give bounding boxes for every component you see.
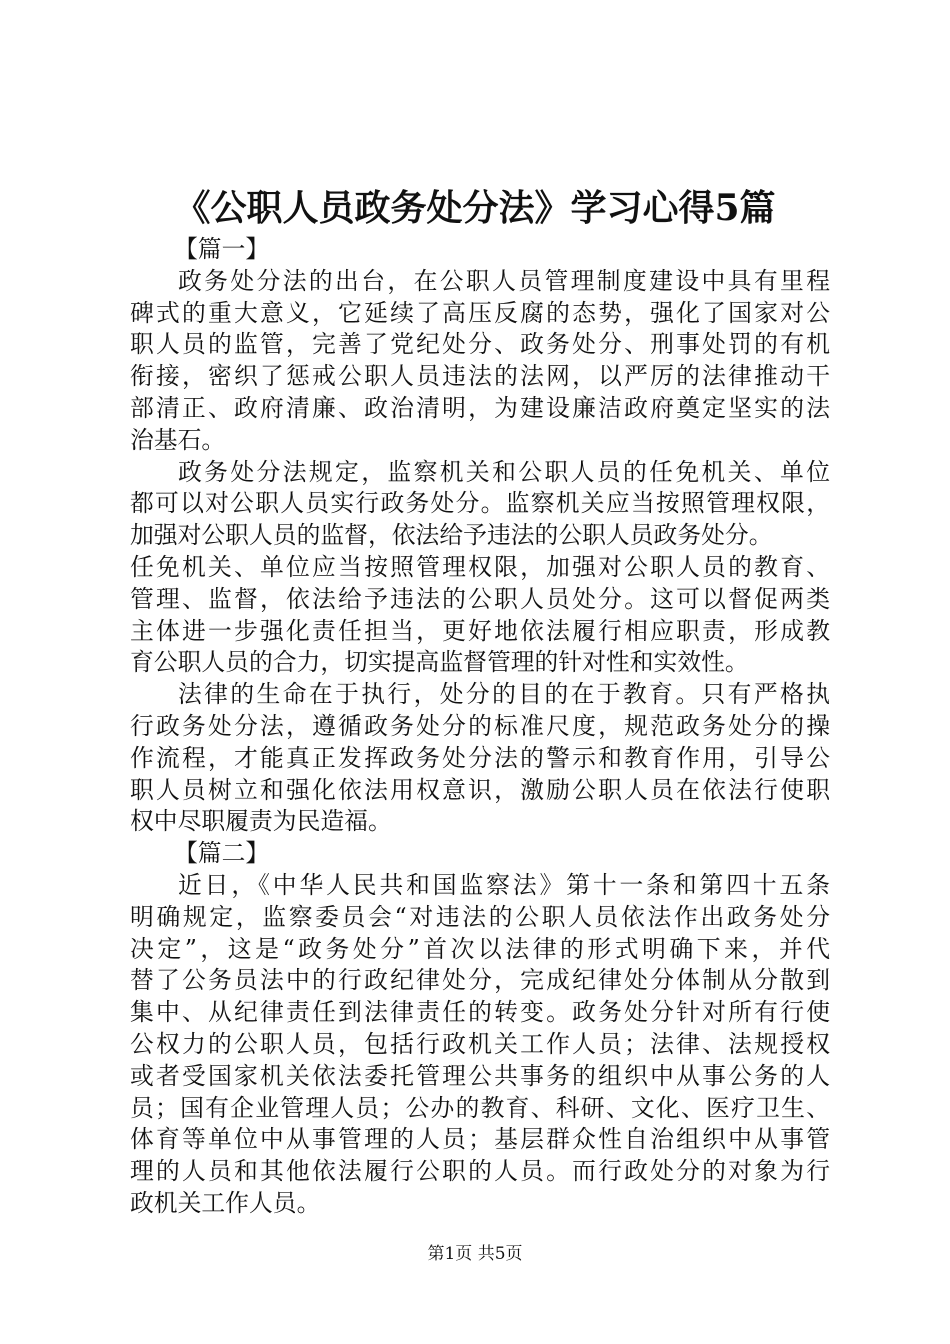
text-line: 政务处分法规定，监察机关和公职人员的任免机关、单位 bbox=[178, 457, 830, 486]
text-line: 任免机关、单位应当按照管理权限，加强对公职人员的教育、 bbox=[130, 552, 830, 581]
text-line: 明确规定，监察委员会“对违法的公职人员依法作出政务处分 bbox=[130, 902, 830, 931]
text-line: 职人员树立和强化依法用权意识，激励公职人员在依法行使职 bbox=[130, 775, 830, 804]
text-line: 理的人员和其他依法履行公职的人员。而行政处分的对象为行 bbox=[130, 1157, 830, 1186]
text-line: 碑式的重大意义，它延续了高压反腐的态势，强化了国家对公 bbox=[130, 298, 830, 327]
text-line: 衔接，密织了惩戒公职人员违法的法网，以严厉的法律推动干 bbox=[130, 362, 830, 391]
text-line: 政机关工作人员。 bbox=[130, 1188, 321, 1217]
text-line: 法律的生命在于执行，处分的目的在于教育。只有严格执 bbox=[178, 680, 830, 709]
text-line: 主体进一步强化责任担当，更好地依法履行相应职责，形成教 bbox=[130, 616, 830, 645]
text-line: 都可以对公职人员实行政务处分。监察机关应当按照管理权限， bbox=[130, 489, 830, 518]
section-heading: 【篇二】 bbox=[174, 839, 270, 868]
document-title: 《公职人员政务处分法》学习心得5篇 bbox=[174, 187, 776, 229]
text-line: 决定”，这是“政务处分”首次以法律的形式明确下来，并代 bbox=[130, 934, 830, 963]
text-line: 近日，《中华人民共和国监察法》第十一条和第四十五条 bbox=[178, 870, 830, 899]
text-line: 育公职人员的合力，切实提高监督管理的针对性和实效性。 bbox=[130, 648, 749, 677]
text-line: 或者受国家机关依法委托管理公共事务的组织中从事公务的人 bbox=[130, 1061, 830, 1090]
text-line: 集中、从纪律责任到法律责任的转变。政务处分针对所有行使 bbox=[130, 998, 830, 1027]
text-line: 权中尽职履责为民造福。 bbox=[130, 807, 392, 836]
text-line: 政务处分法的出台，在公职人员管理制度建设中具有里程 bbox=[178, 266, 830, 295]
text-line: 员；国有企业管理人员；公办的教育、科研、文化、医疗卫生、 bbox=[130, 1093, 830, 1122]
text-line: 替了公务员法中的行政纪律处分，完成纪律处分体制从分散到 bbox=[130, 966, 830, 995]
text-line: 管理、监督，依法给予违法的公职人员处分。这可以督促两类 bbox=[130, 584, 830, 613]
text-line: 作流程，才能真正发挥政务处分法的警示和教育作用，引导公 bbox=[130, 743, 830, 772]
text-line: 行政务处分法，遵循政务处分的标准尺度，规范政务处分的操 bbox=[130, 711, 830, 740]
text-line: 体育等单位中从事管理的人员；基层群众性自治组织中从事管 bbox=[130, 1125, 830, 1154]
section-heading: 【篇一】 bbox=[174, 235, 270, 263]
text-line: 职人员的监管，完善了党纪处分、政务处分、刑事处罚的有机 bbox=[130, 330, 830, 359]
text-line: 公权力的公职人员，包括行政机关工作人员；法律、法规授权 bbox=[130, 1029, 830, 1058]
document-body bbox=[130, 234, 830, 1220]
text-line: 加强对公职人员的监督，依法给予违法的公职人员政务处分。 bbox=[130, 521, 773, 550]
text-line: 治基石。 bbox=[130, 425, 226, 454]
page-footer: 第1页 共5页 bbox=[427, 1244, 523, 1264]
text-line: 部清正、政府清廉、政治清明，为建设廉洁政府奠定坚实的法 bbox=[130, 393, 830, 422]
